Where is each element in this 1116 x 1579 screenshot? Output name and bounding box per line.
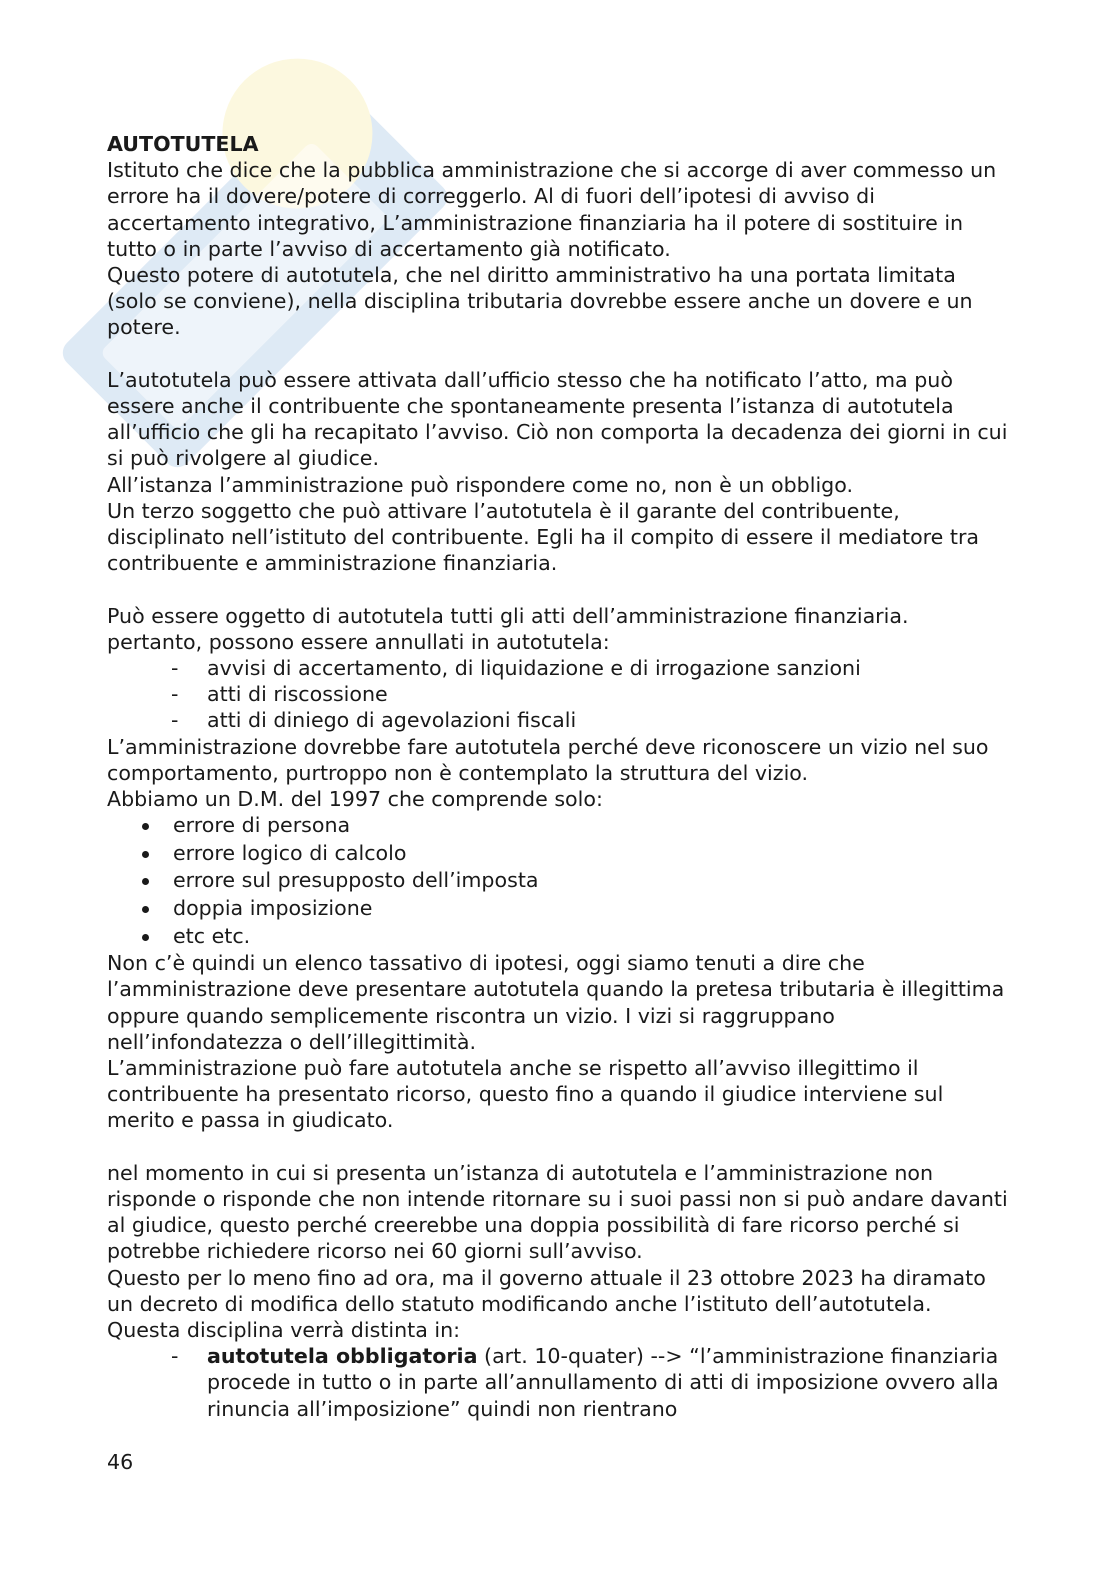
paragraph-discipline-intro: Questa disciplina verrà distinta in: bbox=[107, 1318, 461, 1343]
paragraph-power: Questo potere di autotutela, che nel diritto amministrativo ha una portata limitata (solo se conviene), nella disciplina tributaria dovrebbe essere anche un dovere e un potere. bbox=[107, 263, 973, 340]
paragraph-annullable-intro: pertanto, possono essere annullati in autotutela: bbox=[107, 629, 610, 654]
paragraph-object: Può essere oggetto di autotutela tutti gli atti dell’amministrazione finanziaria. bbox=[107, 603, 909, 628]
document-title: AUTOTUTELA bbox=[107, 132, 259, 156]
list-item: doppia imposizione bbox=[107, 895, 1012, 923]
paragraph-response: All’istanza l’amministrazione può rispondere come no, non è un obbligo. bbox=[107, 472, 854, 497]
page-number: 46 bbox=[107, 1450, 134, 1474]
bullet-icon bbox=[142, 851, 149, 858]
dash-marker: - bbox=[171, 682, 179, 707]
bullet-icon bbox=[142, 906, 149, 913]
dm-cases-list bbox=[107, 812, 1012, 950]
discipline-list bbox=[107, 1343, 1012, 1422]
mandatory-self-protection-term: autotutela obbligatoria bbox=[207, 1344, 478, 1369]
annullable-acts-list bbox=[107, 655, 1012, 734]
bullet-icon bbox=[142, 878, 149, 885]
dash-marker: - bbox=[171, 1344, 179, 1369]
bullet-icon bbox=[142, 823, 149, 830]
paragraph-dm-intro: Abbiamo un D.M. del 1997 che comprende solo: bbox=[107, 787, 603, 812]
paragraph-instance: nel momento in cui si presenta un’istanza di autotutela e l’amministrazione non risponde o risponde che non intende ritornare su i suoi passi non si può andare davanti al giudice, questo perché creerebbe una doppia possibilità di fare ricorso perché si potrebbe richiedere ricorso nei 60 giorni sull’avviso. bbox=[107, 1160, 1008, 1264]
list-item: errore di persona bbox=[107, 812, 1012, 840]
list-item: - avvisi di accertamento, di liquidazione e di irrogazione sanzioni bbox=[171, 656, 861, 681]
spacer bbox=[107, 341, 1012, 367]
paragraph-no-list: Non c’è quindi un elenco tassativo di ipotesi, oggi siamo tenuti a dire che l’amministrazione deve presentare autotutela quando la pretesa tributaria è illegittima oppure quando semplicemente riscontra un vizio. I vizi si raggruppano nell’infondatezza o dell’illegittimità. bbox=[107, 951, 1005, 1054]
dash-marker: - bbox=[171, 656, 179, 681]
paragraph-activation: L’autotutela può essere attivata dall’ufficio stesso che ha notificato l’atto, ma può essere anche il contribuente che spontaneamente presenta l’istanza di autotutela all’ufficio che gli ha recapitato l’avviso. Ciò non comporta la decadenza dei giorni in cui si può rivolgere al giudice. bbox=[107, 367, 1008, 471]
document-page bbox=[107, 131, 1012, 1422]
list-item: - atti di riscossione bbox=[171, 682, 388, 707]
list-item: - autotutela obbligatoria (art. 10-quater) --> “l’amministrazione finanziaria procede in tutto o in parte all’annullamento di atti di imposizione ovvero alla rinuncia all’imposizione” quindi non rientrano bbox=[171, 1344, 999, 1421]
paragraph-vice: L’amministrazione dovrebbe fare autotutela perché deve riconoscere un vizio nel suo comportamento, purtroppo non è contemplato la struttura del vizio. bbox=[107, 734, 989, 785]
bullet-icon bbox=[142, 934, 149, 941]
list-item: - atti di diniego di agevolazioni fiscali bbox=[171, 708, 577, 733]
paragraph-definition: Istituto che dice che la pubblica amministrazione che si accorge di aver commesso un errore ha il dovere/potere di correggerlo. Al di fuori dell’ipotesi di avviso di accertamento integrativo, L’amministrazione finanziaria ha il potere di sostituire in tutto o in parte l’avviso di accertamento già notificato. bbox=[107, 158, 997, 261]
list-item: errore logico di calcolo bbox=[107, 840, 1012, 868]
paragraph-guarantor: Un terzo soggetto che può attivare l’autotutela è il garante del contribuente, disciplinato nell’istituto del contribuente. Egli ha il compito di essere il mediatore tra contribuente e amministrazione finanziaria. bbox=[107, 498, 980, 576]
list-item: errore sul presupposto dell’imposta bbox=[107, 867, 1012, 895]
spacer bbox=[107, 576, 1012, 602]
spacer bbox=[107, 1134, 1012, 1160]
paragraph-appeal: L’amministrazione può fare autotutela anche se rispetto all’avviso illegittimo il contribuente ha presentato ricorso, questo fino a quando il giudice interviene sul merito e passa in giudicato. bbox=[107, 1056, 944, 1133]
paragraph-decree: Questo per lo meno fino ad ora, ma il governo attuale il 23 ottobre 2023 ha diramato un decreto di modifica dello statuto modificando anche l’istituto dell’autotutela. bbox=[107, 1265, 986, 1316]
dash-marker: - bbox=[171, 708, 179, 733]
list-item: etc etc. bbox=[107, 923, 1012, 951]
